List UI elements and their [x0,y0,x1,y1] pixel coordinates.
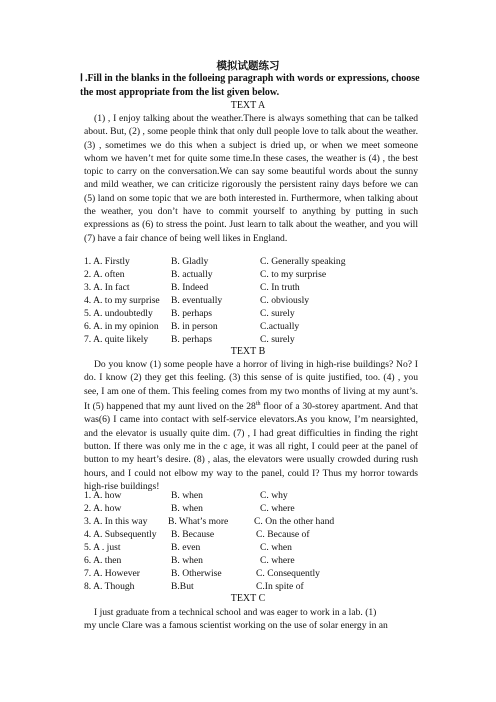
option-c: C. surely [260,308,295,319]
option-b: B. in person [171,321,218,332]
option-a: 1. A. how [84,490,122,501]
option-c: C. where [260,555,295,566]
option-c: C. Because of [256,529,310,540]
option-b: B. What’s more [168,516,229,527]
option-b: B. perhaps [171,334,213,345]
option-c: C. In truth [260,282,300,293]
option-c: C. where [260,503,295,514]
option-b: B. eventually [171,295,223,306]
text-c-line-2: my uncle Clare was a famous scientist working on the use of solar energy in an [84,620,388,631]
option-b: B. when [171,490,203,501]
text-b-part2: floor of a 30-storey apartment. And that was(6) I came into contact with self-service elevators.As you know, I’m nearsighted, and the elevator is usually quite dim. (7) , I had great difficulties in finding the right button. If there was only me in the c age, it was all right, I could peer at the panel of button to my heart’s desire. (8) , alas, the elevators were usually crowded during rush hours, and I could not elbow my way to the panel, could I? Thus my horror towards high-rise buildings! [84,401,418,492]
text-b-part1: Do you know (1) some people have a horror of living in high-rise buildings? No? I do. I know (2) they get this feeling. (3) this sense of is quite justified, too. (4) , you see, I am one of them. This feeling comes from my two months of living at my aunt’s. It (5) happened that my aunt lived on the 28 [84,359,418,413]
option-a: 2. A. how [84,503,122,514]
text-b-paragraph [84,358,418,493]
option-b: B. Gladly [171,256,209,267]
option-b: B. perhaps [171,308,213,319]
option-c: C.In spite of [256,581,304,592]
option-a: 6. A. in my opinion [84,321,159,332]
instruction-text: .Fill in the blanks in the folloeing paragraph with words or expressions, choose the most appropriate from the list given below. [80,73,420,98]
text-a-heading: TEXT A [230,100,266,111]
option-c: C. On the other hand [254,516,335,527]
document-title: 模拟试题练习 [216,61,280,72]
option-a: 8. A. Though [84,581,135,592]
option-a: 6. A. then [84,555,122,566]
text-c-line-1: I just graduate from a technical school and was eager to work in a lab. (1) [94,607,377,618]
option-b: B. even [171,542,201,553]
option-a: 2. A. often [84,269,125,280]
option-a: 7. A. However [84,568,140,579]
option-c: C. surely [260,334,295,345]
option-c: C. when [260,542,292,553]
option-c: C. to my surprise [260,269,327,280]
option-c: C. Generally speaking [260,256,346,267]
section-number: Ⅰ [80,73,83,84]
option-a: 7. A. quite likely [84,334,149,345]
option-c: C.actually [260,321,300,332]
option-c: C. why [260,490,288,501]
text-c-heading: TEXT C [230,593,266,604]
option-b: B. Indeed [171,282,209,293]
option-a: 5. A. undoubtedly [84,308,153,319]
text-a-paragraph: (1) , I enjoy talking about the weather.There is always something that can be talked about. But, (2) , some people think that only dull people love to talk about the weather. (3) , sometimes we do this when a subject is dried up, or when we meet someone whom we haven’t met for quite some time.In these cases, the weather is (4) , the best topic to carry on the conversation.We can say some beautiful words about the sunny and mild weather, we can criticize rigorously the persistent rainy days before we can (5) land on some topic that we are both interested in. Furthermore, when talking about the weather, you don’t have to commit yourself to anything by putting in such expressions as (6) to stress the point. Just learn to talk about the weather, and you will (7) have a fair chance of being well likes in England. [84,113,418,244]
option-a: 3. A. In this way [84,516,148,527]
option-c: C. obviously [260,295,310,306]
exercise-instruction [80,72,425,99]
option-b: B.But [171,581,194,592]
option-c: C. Consequently [256,568,320,579]
ordinal-suffix: th [255,400,261,407]
option-b: B. when [171,503,203,514]
option-a: 1. A. Firstly [84,256,130,267]
option-b: B. when [171,555,203,566]
text-b-heading: TEXT B [230,346,266,357]
option-b: B. Because [171,529,215,540]
option-a: 3. A. In fact [84,282,130,293]
option-b: B. Otherwise [171,568,222,579]
option-a: 5. A . just [84,542,121,553]
option-b: B. actually [171,269,213,280]
option-a: 4. A. Subsequently [84,529,157,540]
option-a: 4. A. to my surprise [84,295,160,306]
